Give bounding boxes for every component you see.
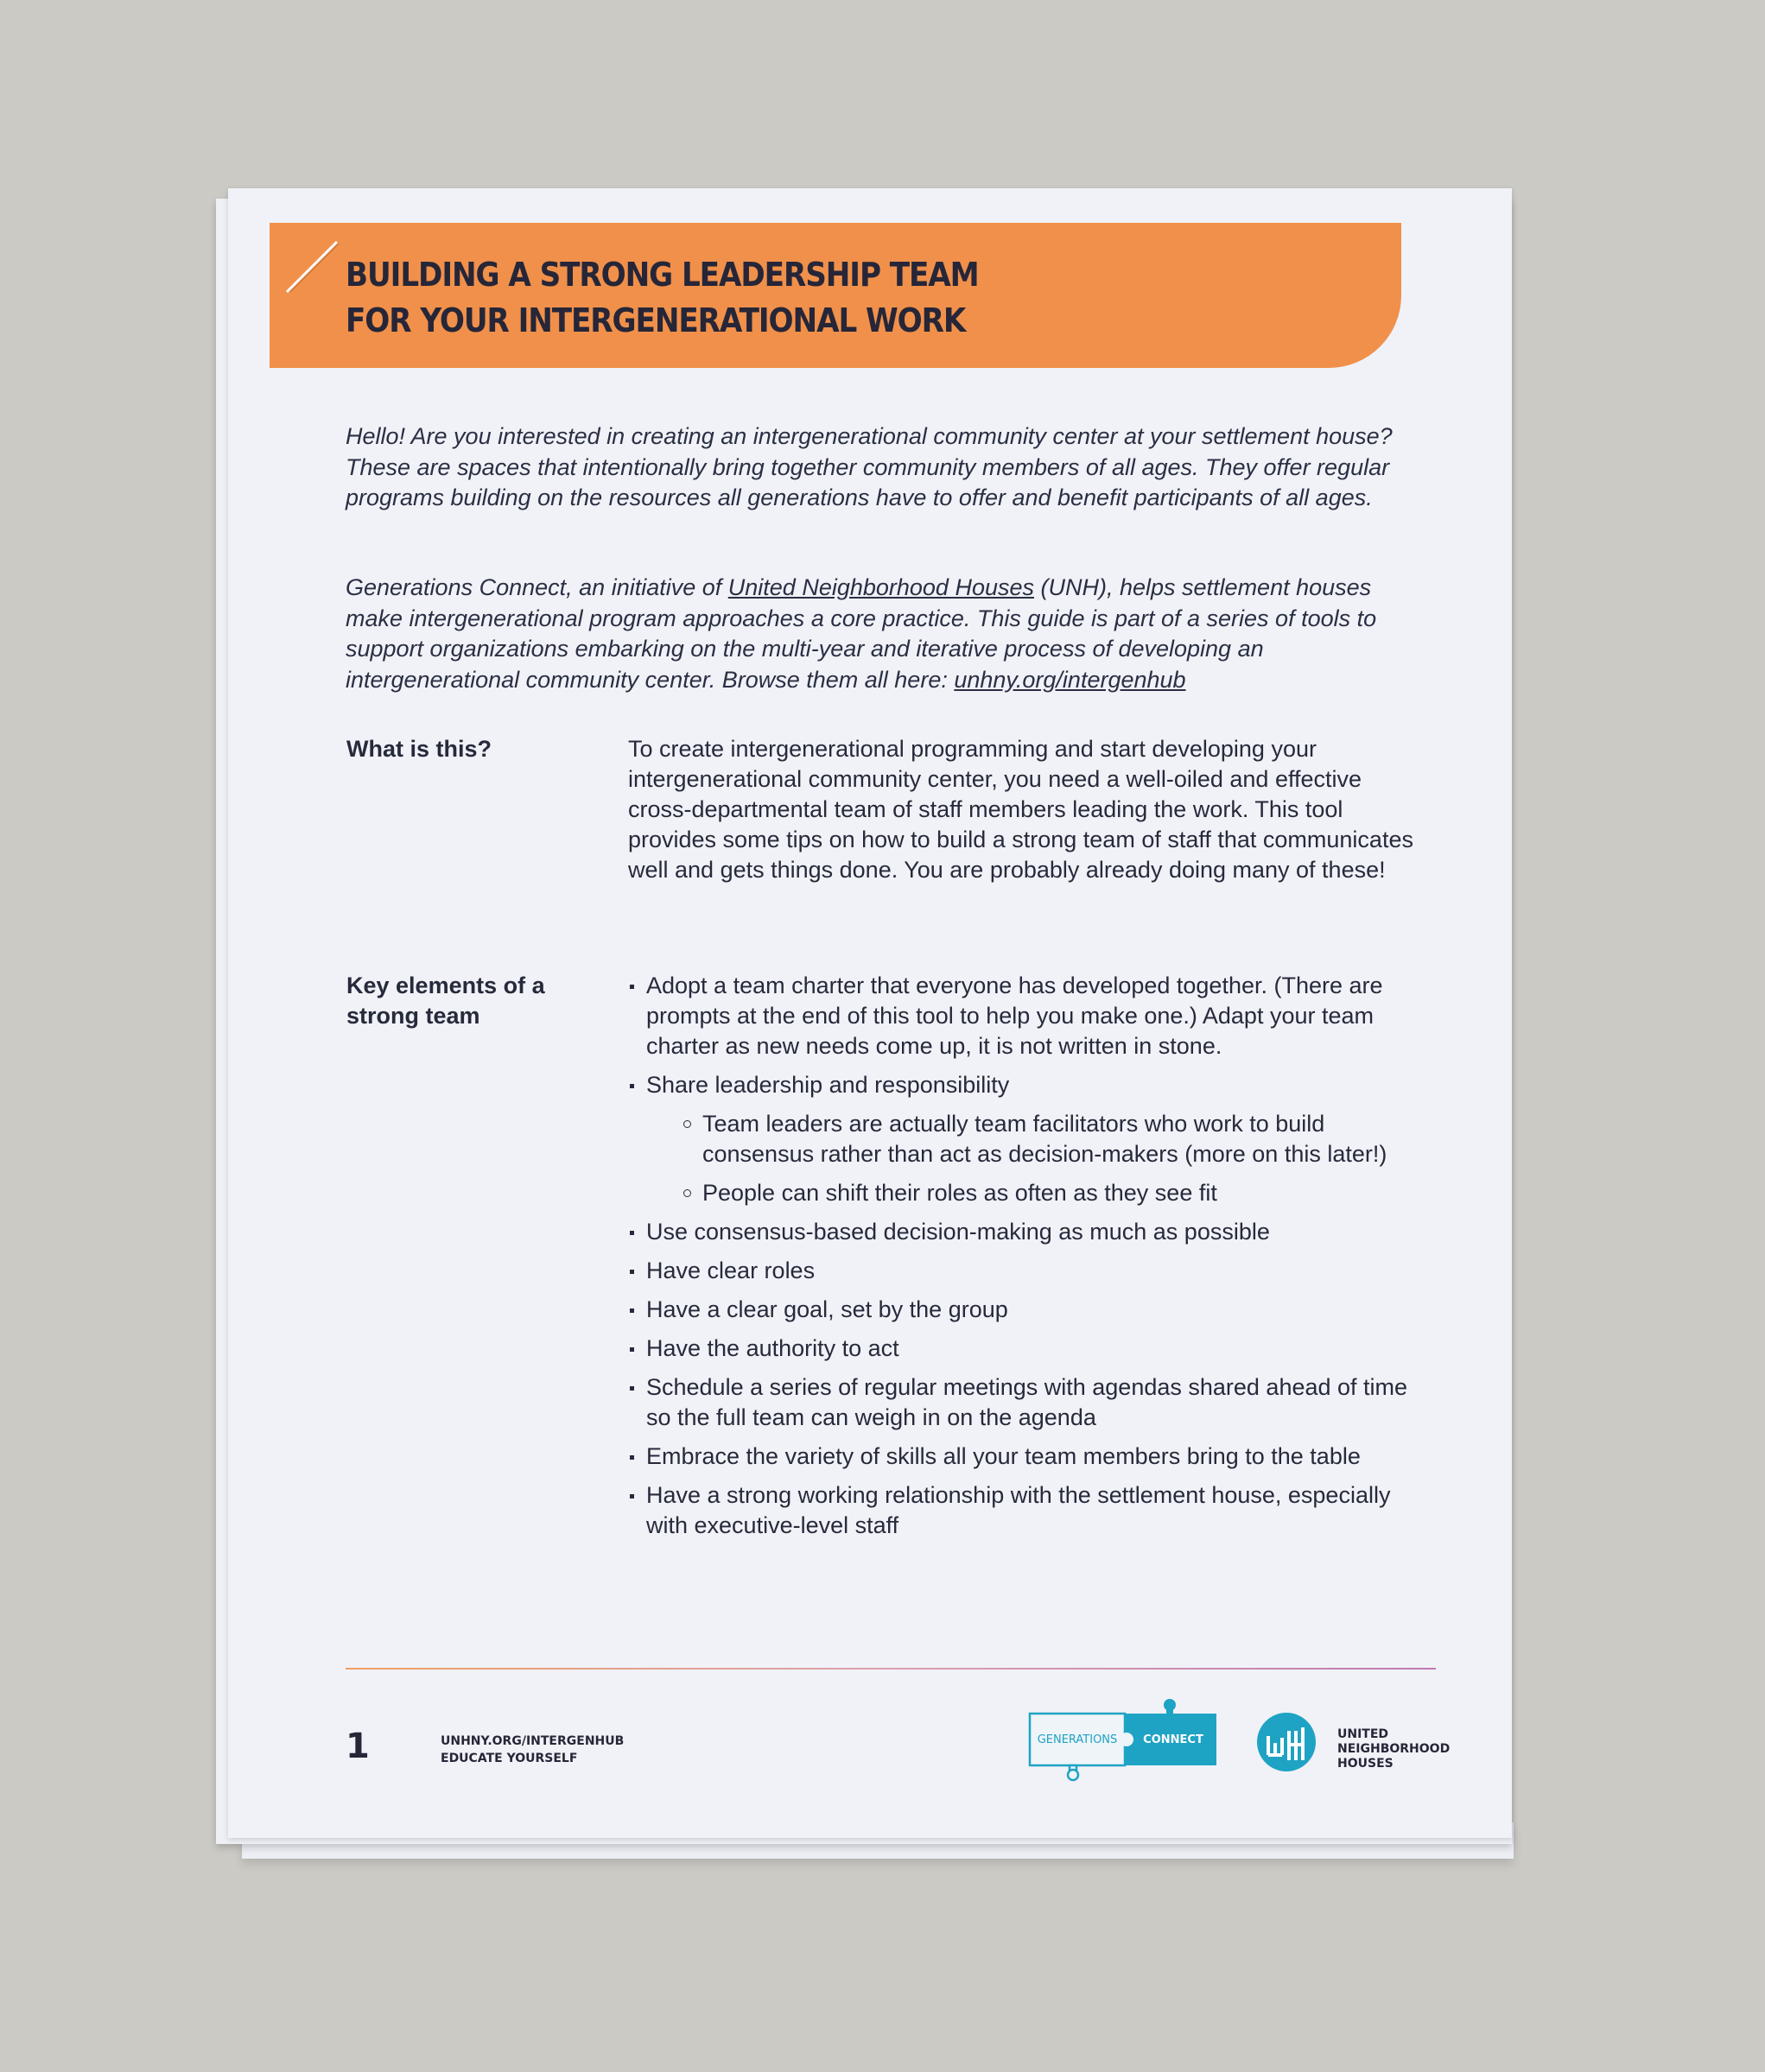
what-is-this-text: To create intergenerational programming and start developing your intergenerational community center, you need a well-oiled and effective cross-departmental team of staff members leading the work. This tool provides some tips on how to build a strong team of staff that communicates well and gets things done. You are probably already doing many of these! bbox=[628, 736, 1413, 883]
intro-paragraph-1: Hello! Are you interested in creating an intergenerational community center at your settlement house? These are spaces that intentionally bring together community members of all ages. They offer regular programs building on the resources all generations have to offer and benefit participants of all ages. bbox=[346, 423, 1393, 510]
list-item: Adopt a team charter that everyone has developed together. (There are prompts at the end of this tool to help you make one.) Adapt your team charter as new needs come up, it is not written in stone. bbox=[628, 971, 1423, 1061]
list-item: Schedule a series of regular meetings with agendas shared ahead of time so the full team can weigh in on the agenda bbox=[628, 1372, 1423, 1433]
page-number: 1 bbox=[346, 1727, 370, 1766]
list-item: Have a clear goal, set by the group bbox=[628, 1295, 1423, 1325]
what-is-this-label: What is this? bbox=[346, 736, 492, 762]
footer-link bbox=[441, 1733, 624, 1767]
unh-line-1: UNITED bbox=[1337, 1727, 1389, 1741]
unh-line-3: HOUSES bbox=[1337, 1757, 1394, 1771]
key-elements-list bbox=[628, 971, 1423, 1549]
slash-icon bbox=[282, 237, 342, 297]
intergenhub-link[interactable]: unhny.org/intergenhub bbox=[954, 666, 1186, 693]
intro-text-after: (UNH), helps settlement houses make intergenerational program approaches a core practice. This guide is part of a series of tools to support organizations embarking on the multi-year and iterative process of developing an intergenerational community center. Browse them all here: bbox=[346, 574, 1377, 693]
unh-link[interactable]: United Neighborhood Houses bbox=[727, 574, 1034, 600]
sub-list bbox=[646, 1109, 1423, 1208]
unh-line-2: NEIGHBORHOOD bbox=[1337, 1742, 1451, 1756]
page-title bbox=[346, 252, 979, 344]
footer-divider bbox=[346, 1668, 1436, 1670]
list-item: Have clear roles bbox=[628, 1256, 1423, 1286]
unh-wordmark bbox=[1337, 1727, 1450, 1771]
footer-link-url: UNHNY.ORG/INTERGENHUB bbox=[441, 1734, 625, 1748]
generations-connect-logo bbox=[1028, 1697, 1220, 1784]
title-line-2: FOR YOUR INTERGENERATIONAL WORK bbox=[346, 301, 966, 339]
intro-text-before: Generations Connect, an initiative of bbox=[346, 574, 728, 600]
title-line-1: BUILDING A STRONG LEADERSHIP TEAM bbox=[346, 256, 979, 294]
intro-paragraph-2 bbox=[346, 573, 1408, 695]
list-item: Use consensus-based decision-making as much as possible bbox=[628, 1217, 1423, 1247]
title-banner bbox=[270, 223, 1401, 368]
list-item: Embrace the variety of skills all your team members bring to the table bbox=[628, 1442, 1423, 1472]
key-elements-label: Key elements of a strong team bbox=[346, 973, 545, 1029]
gc-logo-right-text: CONNECT bbox=[1143, 1733, 1203, 1746]
gc-logo-left-text: GENERATIONS bbox=[1037, 1733, 1118, 1746]
list-item: Have a strong working relationship with the settlement house, especially with executive-level staff bbox=[628, 1480, 1423, 1541]
list-item-text: Share leadership and responsibility bbox=[646, 1072, 1010, 1098]
list-item bbox=[628, 1070, 1423, 1208]
sub-list-item: People can shift their roles as often as they see fit bbox=[646, 1178, 1423, 1208]
sub-list-item: Team leaders are actually team facilitators who work to build consensus rather than act as decision-makers (more on this later!) bbox=[646, 1109, 1423, 1169]
list-item: Have the authority to act bbox=[628, 1334, 1423, 1364]
footer-link-caption: EDUCATE YOURSELF bbox=[441, 1752, 578, 1765]
unh-logo-icon bbox=[1256, 1712, 1317, 1772]
